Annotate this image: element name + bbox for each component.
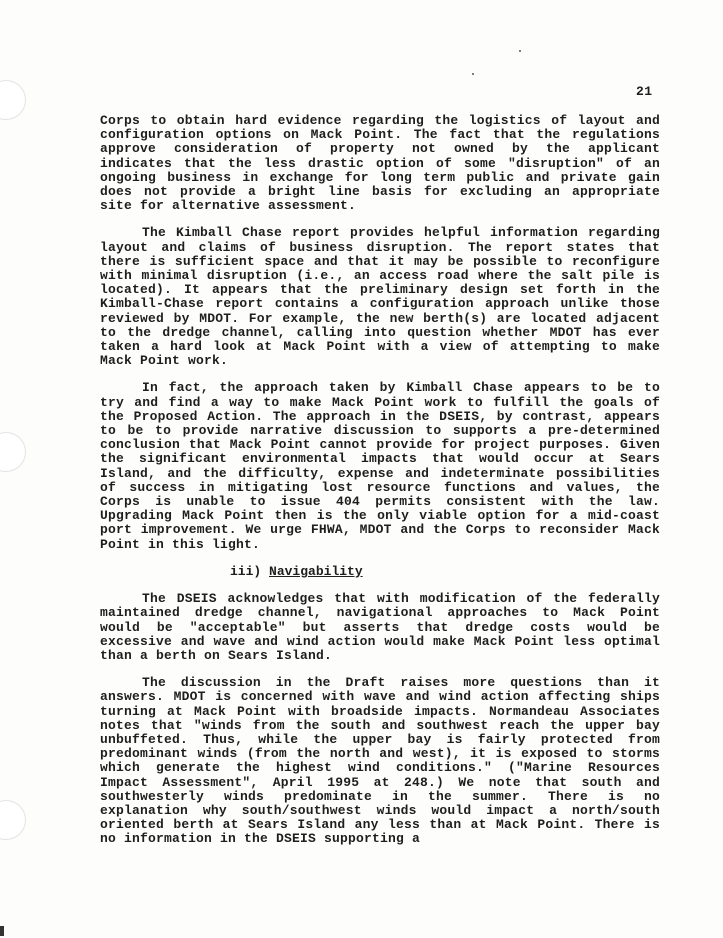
paragraph-wind-discussion: The discussion in the Draft raises more questions than it answers. MDOT is concerned with wave and wind action affecting ships turning at Mack Point with broadside impacts. Normandeau Associates notes that "winds from the south and southwest reach the upper bay unbuffeted. Thus, while the upper bay is fairly protected from predominant winds (from the north and west), it is exposed to storms which generate the highest wind conditions." ("Marine Resources Impact Assessment", April 1995 at 248.) We note that south and southwesterly winds predominate in the summer. There is no explanation why south/southwest winds would impact a north/south oriented berth at Sears Island any less than at Mack Point. There is no information in the DSEIS supporting a <box>100 675 660 847</box>
scan-edge-mark <box>0 926 4 936</box>
section-heading-number: iii) <box>230 563 262 579</box>
paragraph-approach: In fact, the approach taken by Kimball Chase appears to be to try and find a way to make Mack Point work to fulfill the goals of the Proposed Action. The approach in the DSEIS, by contrast, appears to be to provide narrative discussion to supports a pre-determined conclusion that Mack Point cannot provide for project purposes. Given the significant environmental impacts that would occur at Sears Island, and the difficulty, expense and indeterminate possibilities of success in mitigating lost resource functions and values, the Corps is unable to issue 404 permits consistent with the law. Upgrading Mack Point then is the only viable option for a mid-coast port improvement. We urge FHWA, MDOT and the Corps to reconsider Mack Point in this light. <box>100 380 660 552</box>
scan-speck <box>519 50 521 52</box>
punch-hole-top <box>0 80 26 120</box>
page-number: 21 <box>636 84 653 99</box>
punch-hole-middle <box>0 432 26 472</box>
paragraph-kimball-chase-report: The Kimball Chase report provides helpful information regarding layout and claims of business disruption. The report states that there is sufficient space and that it may be possible to reconfigure with minimal disruption (i.e., an access road where the salt pile is located). It appears that the preliminary design set forth in the Kimball-Chase report contains a configuration approach unlike those reviewed by MDOT. For example, the new berth(s) are located adjacent to the dredge channel, calling into question whether MDOT has ever taken a hard look at Mack Point with a view of attempting to make Mack Point work. <box>100 225 660 369</box>
paragraph-continuation: Corps to obtain hard evidence regarding the logistics of layout and configuration options on Mack Point. The fact that the regulations approve consideration of property not owned by the applicant indicates that the less drastic option of some "disruption" of an ongoing business in exchange for long term public and private gain does not provide a bright line basis for excluding an appropriate site for alternative assessment. <box>100 113 660 214</box>
punch-hole-bottom <box>0 800 26 840</box>
paragraph-navigability: The DSEIS acknowledges that with modification of the federally maintained dredge channel, navigational approaches to Mack Point would be "acceptable" but asserts that dredge costs would be excessive and wave and wind action would make Mack Point less optimal than a berth on Sears Island. <box>100 591 660 663</box>
section-heading-title: Navigability <box>269 563 363 579</box>
scan-speck <box>472 73 474 75</box>
section-heading <box>230 565 660 579</box>
document-body <box>100 114 660 847</box>
